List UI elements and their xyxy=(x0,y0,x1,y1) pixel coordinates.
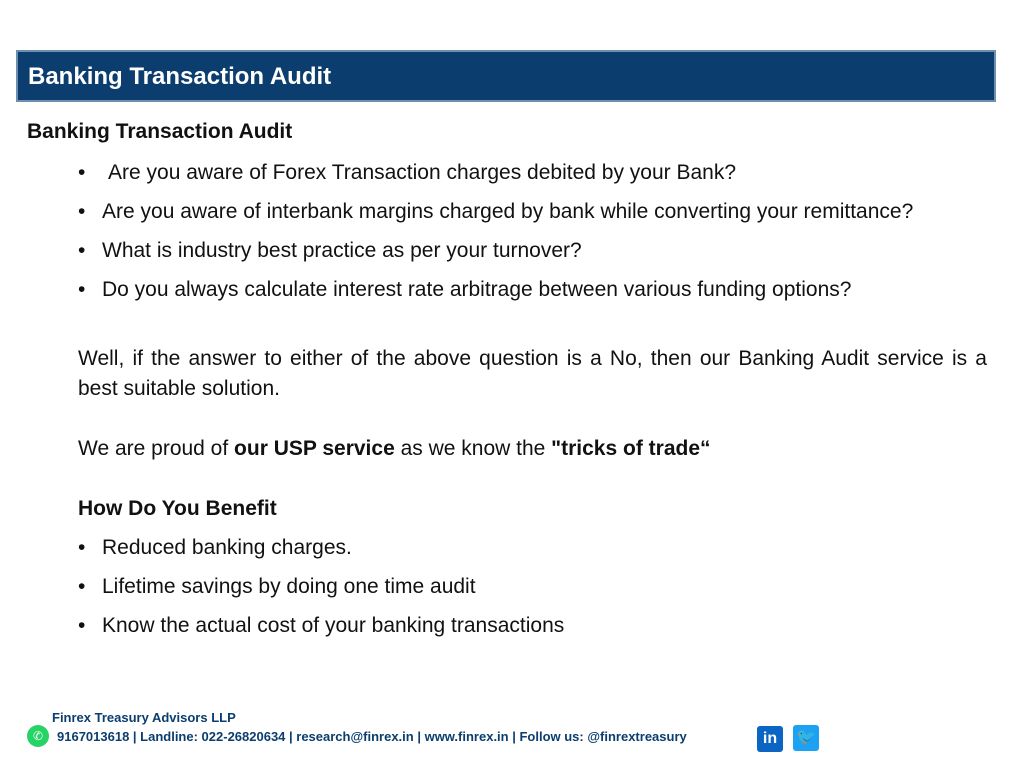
list-item xyxy=(78,611,987,641)
bullet-dot: • xyxy=(78,200,86,223)
usp-middle: as we know the xyxy=(394,437,552,460)
linkedin-icon[interactable]: in xyxy=(757,726,783,752)
footer-company: Finrex Treasury Advisors LLP xyxy=(52,710,236,725)
list-item-text: Do you always calculate interest rate arbitrage between various funding options? xyxy=(102,278,852,301)
list-item xyxy=(78,533,987,563)
list-item xyxy=(78,275,987,305)
content-body xyxy=(78,158,987,650)
list-item-text: Know the actual cost of your banking transactions xyxy=(102,614,565,637)
usp-paragraph xyxy=(78,434,987,464)
bullet-dot: • xyxy=(78,239,86,262)
bullet-dot: • xyxy=(78,278,86,301)
answer-paragraph: Well, if the answer to either of the above question is a No, then our Banking Audit service is a best suitable solution. xyxy=(78,347,987,400)
spacer xyxy=(78,404,987,434)
benefit-heading: How Do You Benefit xyxy=(78,497,277,520)
spacer xyxy=(78,464,987,494)
spacer xyxy=(78,314,987,344)
usp-prefix: We are proud of xyxy=(78,437,235,460)
bullet-dot: • xyxy=(78,614,86,637)
title-bar xyxy=(16,50,996,102)
whatsapp-icon[interactable]: ✆ xyxy=(27,725,49,747)
section-heading: Banking Transaction Audit xyxy=(27,120,293,143)
list-item xyxy=(78,197,987,227)
list-item-text: Are you aware of interbank margins charged by bank while converting your remittance? xyxy=(102,200,914,223)
twitter-icon[interactable]: 🐦 xyxy=(793,725,819,751)
list-item xyxy=(78,158,987,188)
list-item xyxy=(78,236,987,266)
list-item xyxy=(78,572,987,602)
bullet-dot: • xyxy=(78,536,86,559)
list-item-text: Lifetime savings by doing one time audit xyxy=(102,575,476,598)
list-item-text: What is industry best practice as per your turnover? xyxy=(102,239,582,262)
bullet-dot: • xyxy=(78,575,86,598)
bullet-dot: • xyxy=(78,161,86,184)
tricks-bold: "tricks of trade“ xyxy=(551,437,711,460)
list-item-text: Are you aware of Forex Transaction charges debited by your Bank? xyxy=(108,161,737,184)
page-title: Banking Transaction Audit xyxy=(28,63,332,90)
list-item-text: Reduced banking charges. xyxy=(102,536,352,559)
usp-bold: our USP service xyxy=(234,437,395,460)
footer-contact[interactable]: 9167013618 | Landline: 022-26820634 | research@finrex.in | www.finrex.in | Follow us: @finrextreasury xyxy=(57,729,687,744)
